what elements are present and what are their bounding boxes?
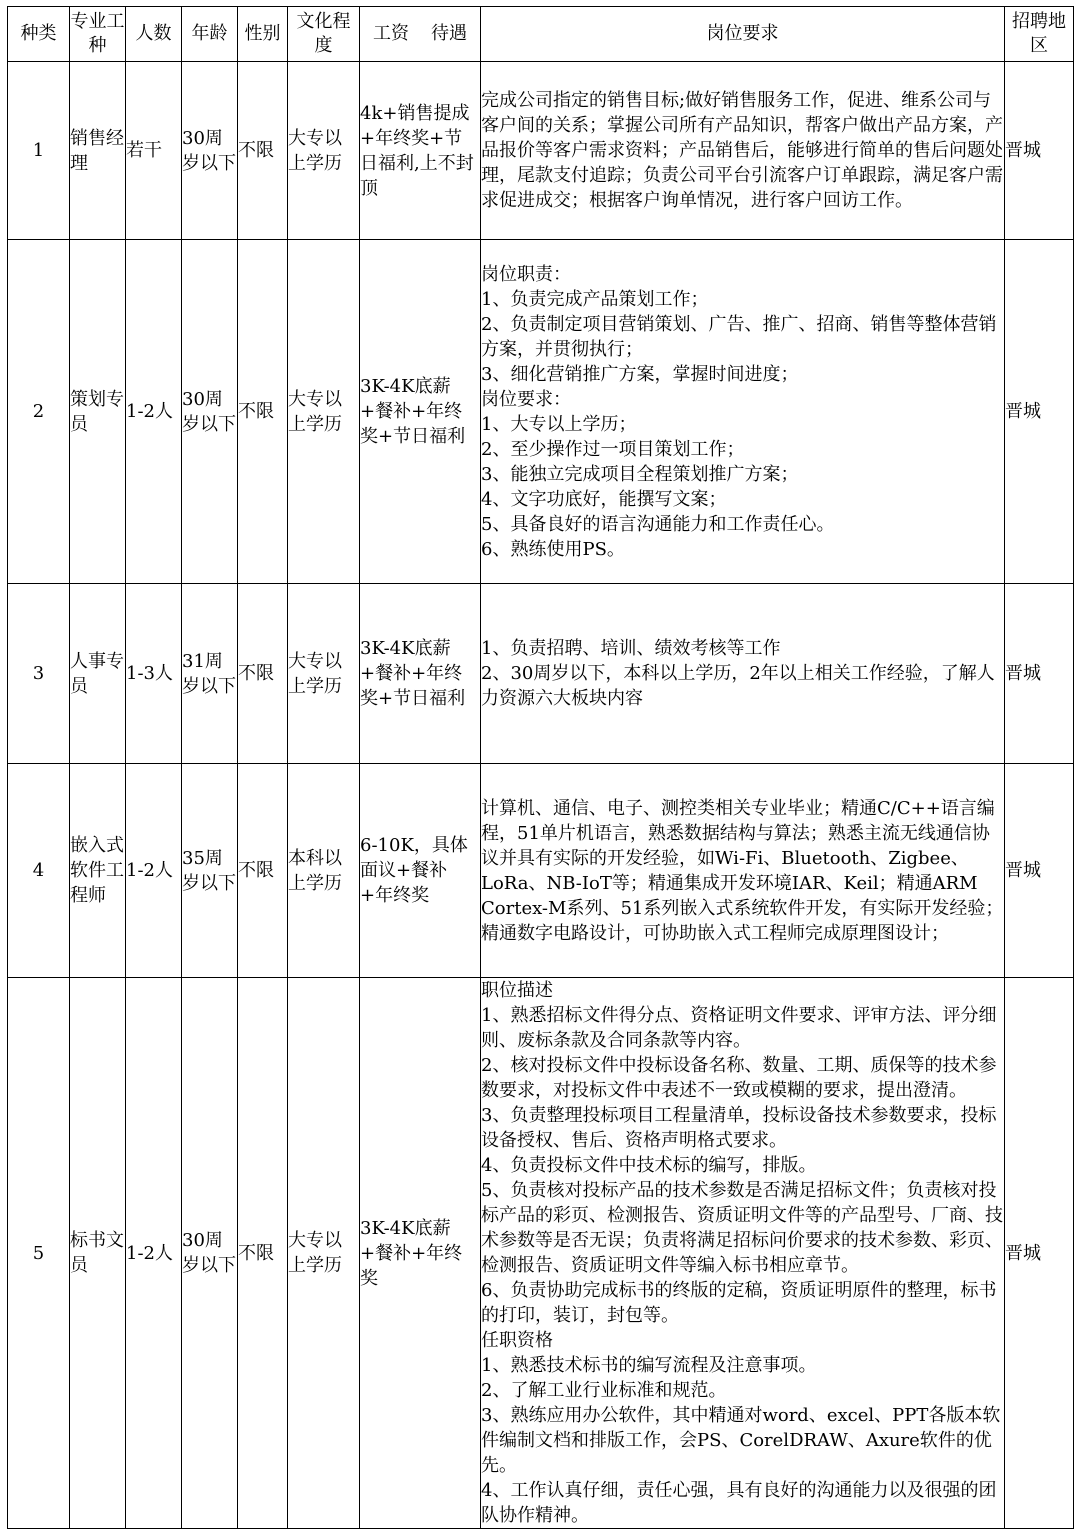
- row-trade: 嵌入式软件工程师: [70, 764, 126, 978]
- row-age: 30周岁以下: [182, 62, 238, 240]
- row-requirements: 完成公司指定的销售目标;做好销售服务工作，促进、维系公司与客户间的关系；掌握公司所有产品知识，帮客户做出产品方案，产品报价等客户需求资料；产品销售后，能够进行简单的售后问题处理，尾款支付追踪；负责公司平台引流客户订单跟踪，满足客户需求促进成交；根据客户询单情况，进行客户回访工作。: [481, 62, 1005, 240]
- row-region: 晋城: [1005, 584, 1074, 764]
- row-trade: 策划专员: [70, 240, 126, 584]
- row-region: 晋城: [1005, 62, 1074, 240]
- row-gender: 不限: [238, 62, 288, 240]
- row-headcount: 1-3人: [126, 584, 182, 764]
- header-category: 种类: [8, 7, 70, 62]
- header-salary-a: 工资: [373, 23, 409, 44]
- header-region: 招聘地区: [1005, 7, 1074, 62]
- row-age: 31周岁以下: [182, 584, 238, 764]
- job-table: [7, 6, 1074, 1529]
- row-gender: 不限: [238, 240, 288, 584]
- row-salary: 3K-4K底薪+餐补+年终奖: [360, 978, 481, 1529]
- row-headcount: 1-2人: [126, 240, 182, 584]
- row-requirements: 岗位职责： 1、负责完成产品策划工作； 2、负责制定项目营销策划、广告、推广、招商、销售等整体营销方案，并贯彻执行； 3、细化营销推广方案，掌握时间进度； 岗位要求： 1、大专以上学历； 2、至少操作过一项目策划工作； 3、能独立完成项目全程策划推广方案； 4、文字功底好，能撰写文案； 5、具备良好的语言沟通能力和工作责任心。 6、熟练使用PS。: [481, 240, 1005, 584]
- row-category: 4: [8, 764, 70, 978]
- row-trade: 标书文员: [70, 978, 126, 1529]
- header-age: 年龄: [182, 7, 238, 62]
- header-trade: 专业工种: [70, 7, 126, 62]
- row-requirements: 1、负责招聘、培训、绩效考核等工作 2、30周岁以下，本科以上学历，2年以上相关工作经验，了解人力资源六大板块内容: [481, 584, 1005, 764]
- row-headcount: 1-2人: [126, 978, 182, 1529]
- row-education: 大专以上学历: [288, 62, 360, 240]
- row-age: 30周岁以下: [182, 978, 238, 1529]
- row-category: 5: [8, 978, 70, 1529]
- table-row: [8, 240, 1074, 584]
- row-region: 晋城: [1005, 764, 1074, 978]
- row-education: 大专以上学历: [288, 240, 360, 584]
- row-gender: 不限: [238, 764, 288, 978]
- table-row: [8, 978, 1074, 1529]
- row-trade: 销售经理: [70, 62, 126, 240]
- row-category: 3: [8, 584, 70, 764]
- row-salary: 3K-4K底薪+餐补+年终奖+节日福利: [360, 584, 481, 764]
- header-gender: 性别: [238, 7, 288, 62]
- row-salary: 3K-4K底薪+餐补+年终奖+节日福利: [360, 240, 481, 584]
- row-education: 大专以上学历: [288, 978, 360, 1529]
- header-salary: [360, 7, 481, 62]
- table-row: [8, 584, 1074, 764]
- row-headcount: 1-2人: [126, 764, 182, 978]
- header-salary-b: 待遇: [431, 23, 467, 44]
- header-education: 文化程度: [288, 7, 360, 62]
- row-region: 晋城: [1005, 240, 1074, 584]
- row-salary: 4k+销售提成+年终奖+节日福利,上不封顶: [360, 62, 481, 240]
- header-headcount: 人数: [126, 7, 182, 62]
- row-requirements: 计算机、通信、电子、测控类相关专业毕业；精通C/C++语言编程，51单片机语言，熟悉数据结构与算法；熟悉主流无线通信协议并具有实际的开发经验，如Wi-Fi、Bluetooth、Zigbee、LoRa、NB-IoT等；精通集成开发环境IAR、Keil；精通ARM Cortex-M系列、51系列嵌入式系统软件开发，有实际开发经验；精通数字电路设计，可协助嵌入式工程师完成原理图设计；: [481, 764, 1005, 978]
- table-row: [8, 764, 1074, 978]
- header-row: [8, 7, 1074, 62]
- row-education: 本科以上学历: [288, 764, 360, 978]
- row-age: 35周岁以下: [182, 764, 238, 978]
- row-category: 2: [8, 240, 70, 584]
- row-salary: 6-10K，具体面议+餐补+年终奖: [360, 764, 481, 978]
- row-region: 晋城: [1005, 978, 1074, 1529]
- row-trade: 人事专员: [70, 584, 126, 764]
- row-requirements: 职位描述 1、熟悉招标文件得分点、资格证明文件要求、评审方法、评分细则、废标条款及合同条款等内容。 2、核对投标文件中投标设备名称、数量、工期、质保等的技术参数要求，对投标文件中表述不一致或模糊的要求，提出澄清。 3、负责整理投标项目工程量清单，投标设备技术参数要求，投标设备授权、售后、资格声明格式要求。 4、负责投标文件中技术标的编写，排版。 5、负责核对投标产品的技术参数是否满足招标文件；负责核对投标产品的彩页、检测报告、资质证明文件等的产品型号、厂商、技术参数等是否无误；负责将满足招标问价要求的技术参数、彩页、检测报告、资质证明文件等编入标书相应章节。 6、负责协助完成标书的终版的定稿，资质证明原件的整理，标书的打印，装订，封包等。 任职资格 1、熟悉技术标书的编写流程及注意事项。 2、了解工业行业标准和规范。 3、熟练应用办公软件，其中精通对word、excel、PPT各版本软件编制文档和排版工作，会PS、CorelDRAW、Axure软件的优先。 4、工作认真仔细，责任心强，具有良好的沟通能力以及很强的团队协作精神。: [481, 978, 1005, 1529]
- table-row: [8, 62, 1074, 240]
- row-age: 30周岁以下: [182, 240, 238, 584]
- row-headcount: 若干: [126, 62, 182, 240]
- row-gender: 不限: [238, 584, 288, 764]
- row-category: 1: [8, 62, 70, 240]
- header-requirements: 岗位要求: [481, 7, 1005, 62]
- row-education: 大专以上学历: [288, 584, 360, 764]
- row-gender: 不限: [238, 978, 288, 1529]
